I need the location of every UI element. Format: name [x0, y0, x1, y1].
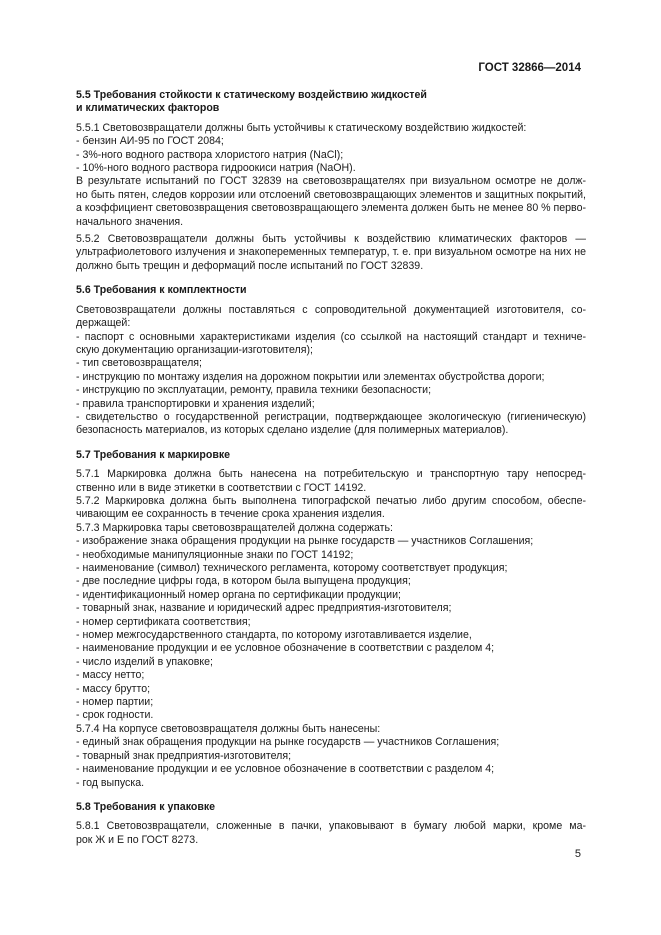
heading-line-1: 5.5 Требования стойкости к статическому воздействию жидкостей — [76, 89, 427, 101]
list-item-cont: безопасность материалов, из которых сделано изделие (для полимерных материалов). — [76, 424, 509, 437]
list-item: - 3%-ного водного раствора хлористого натрия (NaCl); — [76, 148, 344, 161]
list-item: - номер сертификата соответствия; — [76, 615, 251, 628]
paragraph-line: 5.7.2 Маркировка должна быть выполнена типографской печатью либо другим способом, обеспе- — [76, 494, 586, 507]
list-item: - бензин АИ-95 по ГОСТ 2084; — [76, 135, 224, 148]
list-item: - наименование (символ) технического регламента, которому соответствует продукция; — [76, 562, 508, 574]
heading-line-2: и климатических факторов — [76, 102, 220, 115]
paragraph-line: рок Ж и Е по ГОСТ 8273. — [76, 833, 199, 846]
list-item: - изображение знака обращения продукции на рынке государств — участников Соглашения; — [76, 535, 534, 548]
section-heading-5-7: 5.7 Требования к маркировке — [76, 448, 231, 461]
list-item: - число изделий в упаковке; — [76, 655, 213, 668]
list-item: - номер межгосударственного стандарта, по которому изготавливается изделие, — [76, 629, 472, 642]
paragraph-line: 5.7.3 Маркировка тары световозвращателей должна содержать: — [76, 521, 393, 534]
section-heading-5-8: 5.8 Требования к упаковке — [76, 800, 216, 813]
list-item: - инструкцию по эксплуатации, ремонту, правила техники безопасности; — [76, 384, 432, 397]
list-item: - номер партии; — [76, 696, 154, 709]
paragraph-line: 5.7.4 На корпусе световозвращателя должны быть нанесены: — [76, 722, 381, 735]
list-item: - товарный знак предприятия-изготовителя; — [76, 749, 292, 762]
paragraph-line: В результате испытаний по ГОСТ 32839 на световозвращателях при визуальном осмотре не долж- — [76, 175, 586, 188]
list-item: - 10%-ного водного раствора гидроокиси натрия (NaOH). — [76, 162, 356, 175]
paragraph: 5.5.1 Световозвращатели должны быть устойчивы к статическому воздействию жидкостей: — [76, 121, 527, 134]
paragraph-line: ультрафиолетового излучения и знакопеременных температур, т. е. при визуальном осмотре на них не — [76, 246, 586, 259]
list-item: - единый знак обращения продукции на рынке государств — участников Соглашения; — [76, 736, 500, 749]
paragraph-line: должно быть трещин и деформаций после испытаний по ГОСТ 32839. — [76, 259, 424, 272]
list-item-cont: скую документацию организации-изготовителя); — [76, 343, 313, 356]
list-item: - инструкцию по монтажу изделия на дорожном покрытии или элементах обустройства дороги; — [76, 370, 545, 383]
list-item: - наименование продукции и ее условное обозначение в соответствии с разделом 4; — [76, 763, 495, 776]
paragraph-line: 5.8.1 Световозвращатели, сложенные в пачки, упаковывают в бумагу любой марки, кроме ма- — [76, 820, 586, 833]
list-item: - идентификационный номер органа по сертификации продукции; — [76, 588, 401, 601]
list-item: - тип световозвращателя; — [76, 357, 202, 370]
paragraph-line: а коэффициент световозвращения световозвращающего элемента должен быть не менее 80 % перво- — [76, 202, 586, 215]
document-header: ГОСТ 32866—2014 — [478, 62, 581, 74]
paragraph-line: но быть пятен, следов коррозии или отслоений световозвращающих элементов и защитных покрытий, — [76, 188, 586, 201]
list-item: - массу нетто; — [76, 669, 145, 682]
list-item: - паспорт с основными характеристиками изделия (со ссылкой на настоящий стандарт и техниче- — [76, 330, 586, 343]
list-item: - наименование продукции и ее условное обозначение в соответствии с разделом 4; — [76, 642, 495, 655]
section-heading-5-6: 5.6 Требования к комплектности — [76, 284, 247, 297]
list-item: - свидетельство о государственной регистрации, подтверждающее экологическую (гигиеническую) — [76, 410, 586, 423]
page-number: 5 — [574, 848, 581, 860]
list-item: - правила транспортировки и хранения изделий; — [76, 397, 315, 410]
section-heading-5-5 — [76, 89, 586, 116]
list-item: - необходимые манипуляционные знаки по ГОСТ 14192; — [76, 548, 354, 561]
paragraph-line: начального значения. — [76, 215, 184, 228]
paragraph-line: 5.7.1 Маркировка должна быть нанесена на потребительскую и транспортную тару непосред- — [76, 468, 586, 481]
list-item: - год выпуска. — [76, 776, 145, 789]
list-item: - две последние цифры года, в котором была выпущена продукция; — [76, 575, 411, 588]
page-content — [76, 89, 586, 847]
paragraph-line: 5.5.2 Световозвращатели должны быть устойчивы к воздействию климатических факторов — — [76, 233, 586, 246]
paragraph-line: держащей: — [76, 317, 131, 330]
paragraph-line: ственно или в виде этикетки в соответствии с ГОСТ 14192. — [76, 481, 367, 494]
list-item: - товарный знак, название и юридический адрес предприятия-изготовителя; — [76, 602, 452, 615]
paragraph-line: чивающим ее сохранность в течение срока хранения изделия. — [76, 508, 385, 521]
list-item: - срок годности. — [76, 709, 154, 722]
paragraph-line: Световозвращатели должны поставляться с сопроводительной документацией изготовителя, со- — [76, 303, 586, 316]
list-item: - массу брутто; — [76, 682, 151, 695]
